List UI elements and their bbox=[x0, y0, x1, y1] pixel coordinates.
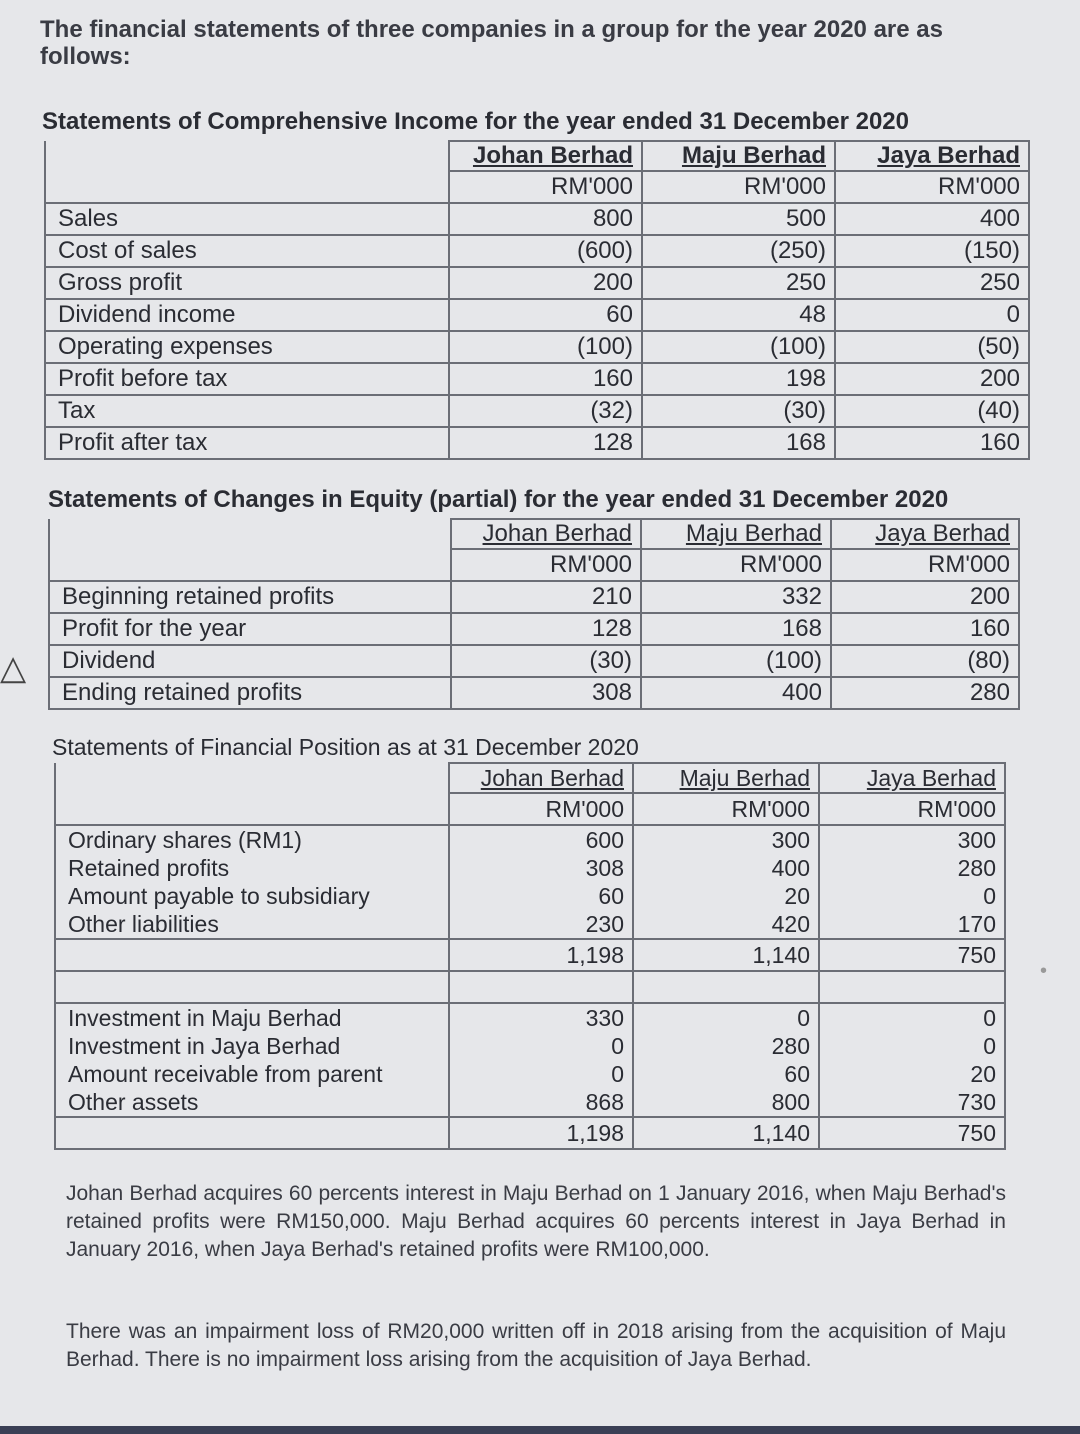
value-cell: 250 bbox=[835, 267, 1029, 299]
value-cell: 20 bbox=[819, 1060, 1005, 1088]
intro-text: The financial statements of three companies in a group for the year 2020 are as follows: bbox=[40, 16, 943, 70]
soce-table bbox=[48, 518, 1020, 710]
value-cell: (100) bbox=[449, 331, 642, 363]
company-header: Maju Berhad bbox=[642, 141, 835, 171]
row-label: Gross profit bbox=[45, 267, 449, 299]
table-row bbox=[55, 1032, 1005, 1060]
value-cell: 730 bbox=[819, 1088, 1005, 1117]
spacer-row bbox=[55, 971, 1005, 1003]
value-cell: 330 bbox=[449, 1003, 633, 1032]
soce-caption: Statements of Changes in Equity (partial) for the year ended 31 December 2020 bbox=[48, 486, 949, 513]
sci-caption: Statements of Comprehensive Income for the year ended 31 December 2020 bbox=[42, 108, 909, 135]
currency-label: RM'000 bbox=[641, 549, 831, 581]
value-cell: 400 bbox=[633, 854, 819, 882]
value-cell: 200 bbox=[835, 363, 1029, 395]
sofp-table bbox=[54, 762, 1006, 1150]
value-cell: 60 bbox=[449, 882, 633, 910]
value-cell: 250 bbox=[642, 267, 835, 299]
value-cell: 128 bbox=[451, 613, 641, 645]
currency-label: RM'000 bbox=[831, 549, 1019, 581]
row-label: Profit for the year bbox=[49, 613, 451, 645]
value-cell: 280 bbox=[819, 854, 1005, 882]
table-row bbox=[55, 1088, 1005, 1117]
value-cell: 600 bbox=[449, 825, 633, 854]
table-row bbox=[55, 1003, 1005, 1032]
sci-currency-row bbox=[45, 171, 1029, 203]
impairment-note: There was an impairment loss of RM20,000 written off in 2018 arising from the acquisition of Maju Berhad. There is no impairment loss arising from the acquisition of Jaya Berhad. bbox=[66, 1320, 1006, 1371]
table-row bbox=[49, 581, 1019, 613]
value-cell: (600) bbox=[449, 235, 642, 267]
table-row bbox=[55, 910, 1005, 939]
currency-label: RM'000 bbox=[835, 171, 1029, 203]
value-cell: 0 bbox=[819, 1003, 1005, 1032]
table-row bbox=[45, 235, 1029, 267]
company-header: Maju Berhad bbox=[633, 763, 819, 793]
table-row bbox=[55, 1060, 1005, 1088]
table-row bbox=[45, 299, 1029, 331]
value-cell: (80) bbox=[831, 645, 1019, 677]
scan-artifact: • bbox=[1040, 960, 1048, 982]
table-row bbox=[45, 203, 1029, 235]
value-cell: 300 bbox=[819, 825, 1005, 854]
row-label: Operating expenses bbox=[45, 331, 449, 363]
table-row bbox=[55, 825, 1005, 854]
table-row bbox=[55, 854, 1005, 882]
sci-table bbox=[44, 140, 1030, 460]
value-cell: 420 bbox=[633, 910, 819, 939]
value-cell: 60 bbox=[633, 1060, 819, 1088]
value-cell: 280 bbox=[831, 677, 1019, 709]
value-cell: 210 bbox=[451, 581, 641, 613]
row-label: Profit after tax bbox=[45, 427, 449, 459]
value-cell: 128 bbox=[449, 427, 642, 459]
row-label: Other liabilities bbox=[55, 910, 449, 939]
table-row bbox=[49, 613, 1019, 645]
pen-mark-icon: △ bbox=[0, 649, 27, 687]
value-cell: 0 bbox=[449, 1060, 633, 1088]
currency-label: RM'000 bbox=[451, 549, 641, 581]
value-cell: 400 bbox=[641, 677, 831, 709]
table-row bbox=[55, 882, 1005, 910]
value-cell: 200 bbox=[831, 581, 1019, 613]
currency-label: RM'000 bbox=[633, 793, 819, 825]
acquisition-note: Johan Berhad acquires 60 percents interest in Maju Berhad on 1 January 2016, when Maju Berhad's retained profits were RM150,000. Maju Berhad acquires 60 percents interest in Jaya Berhad in January 2016, when Jaya Berhad's retained profits were RM100,000. bbox=[66, 1182, 1006, 1261]
value-cell: (250) bbox=[642, 235, 835, 267]
value-cell: (32) bbox=[449, 395, 642, 427]
value-cell: 160 bbox=[831, 613, 1019, 645]
value-cell: 160 bbox=[835, 427, 1029, 459]
value-cell: 20 bbox=[633, 882, 819, 910]
value-cell: (50) bbox=[835, 331, 1029, 363]
value-cell: (30) bbox=[451, 645, 641, 677]
sci-header-row bbox=[45, 141, 1029, 171]
value-cell: (40) bbox=[835, 395, 1029, 427]
row-label: Amount receivable from parent bbox=[55, 1060, 449, 1088]
row-label: Beginning retained profits bbox=[49, 581, 451, 613]
value-cell: 198 bbox=[642, 363, 835, 395]
value-cell: 400 bbox=[835, 203, 1029, 235]
row-label: Retained profits bbox=[55, 854, 449, 882]
currency-label: RM'000 bbox=[642, 171, 835, 203]
row-label: Sales bbox=[45, 203, 449, 235]
value-cell: 280 bbox=[633, 1032, 819, 1060]
row-label: Cost of sales bbox=[45, 235, 449, 267]
row-label: Tax bbox=[45, 395, 449, 427]
value-cell: 868 bbox=[449, 1088, 633, 1117]
table-row bbox=[45, 427, 1029, 459]
value-cell: (30) bbox=[642, 395, 835, 427]
row-label: Dividend income bbox=[45, 299, 449, 331]
row-label: Amount payable to subsidiary bbox=[55, 882, 449, 910]
value-cell: 500 bbox=[642, 203, 835, 235]
value-cell: 800 bbox=[449, 203, 642, 235]
value-cell: 0 bbox=[449, 1032, 633, 1060]
row-label: Investment in Jaya Berhad bbox=[55, 1032, 449, 1060]
row-label: Ending retained profits bbox=[49, 677, 451, 709]
value-cell: 308 bbox=[451, 677, 641, 709]
currency-label: RM'000 bbox=[819, 793, 1005, 825]
soce-currency-row bbox=[49, 549, 1019, 581]
table-row bbox=[45, 363, 1029, 395]
company-header: Johan Berhad bbox=[449, 763, 633, 793]
total-cell: 750 bbox=[819, 939, 1005, 971]
table-row bbox=[45, 267, 1029, 299]
value-cell: (100) bbox=[641, 645, 831, 677]
sofp-caption: Statements of Financial Position as at 31 December 2020 bbox=[52, 734, 639, 760]
row-label: Dividend bbox=[49, 645, 451, 677]
value-cell: 0 bbox=[819, 1032, 1005, 1060]
value-cell: 60 bbox=[449, 299, 642, 331]
value-cell: 0 bbox=[633, 1003, 819, 1032]
value-cell: (150) bbox=[835, 235, 1029, 267]
currency-label: RM'000 bbox=[449, 793, 633, 825]
screen-edge bbox=[0, 1426, 1080, 1434]
table-row bbox=[49, 645, 1019, 677]
value-cell: 160 bbox=[449, 363, 642, 395]
value-cell: 200 bbox=[449, 267, 642, 299]
company-header: Maju Berhad bbox=[641, 519, 831, 549]
value-cell: 300 bbox=[633, 825, 819, 854]
row-label: Investment in Maju Berhad bbox=[55, 1003, 449, 1032]
value-cell: 332 bbox=[641, 581, 831, 613]
total-cell: 1,140 bbox=[633, 1117, 819, 1149]
table-row bbox=[49, 677, 1019, 709]
value-cell: 168 bbox=[642, 427, 835, 459]
value-cell: 230 bbox=[449, 910, 633, 939]
total-cell: 750 bbox=[819, 1117, 1005, 1149]
value-cell: 48 bbox=[642, 299, 835, 331]
value-cell: 800 bbox=[633, 1088, 819, 1117]
total-cell: 1,198 bbox=[449, 1117, 633, 1149]
company-header: Jaya Berhad bbox=[819, 763, 1005, 793]
equity-total-row bbox=[55, 939, 1005, 971]
company-header: Johan Berhad bbox=[449, 141, 642, 171]
value-cell: 170 bbox=[819, 910, 1005, 939]
sofp-header-row bbox=[55, 763, 1005, 793]
value-cell: (100) bbox=[642, 331, 835, 363]
company-header: Jaya Berhad bbox=[835, 141, 1029, 171]
row-label: Other assets bbox=[55, 1088, 449, 1117]
sofp-currency-row bbox=[55, 793, 1005, 825]
value-cell: 308 bbox=[449, 854, 633, 882]
table-row bbox=[45, 331, 1029, 363]
total-cell: 1,198 bbox=[449, 939, 633, 971]
company-header: Johan Berhad bbox=[451, 519, 641, 549]
table-row bbox=[45, 395, 1029, 427]
row-label: Profit before tax bbox=[45, 363, 449, 395]
company-header: Jaya Berhad bbox=[831, 519, 1019, 549]
asset-total-row bbox=[55, 1117, 1005, 1149]
soce-header-row bbox=[49, 519, 1019, 549]
total-cell: 1,140 bbox=[633, 939, 819, 971]
value-cell: 0 bbox=[819, 882, 1005, 910]
value-cell: 168 bbox=[641, 613, 831, 645]
value-cell: 0 bbox=[835, 299, 1029, 331]
row-label: Ordinary shares (RM1) bbox=[55, 825, 449, 854]
currency-label: RM'000 bbox=[449, 171, 642, 203]
